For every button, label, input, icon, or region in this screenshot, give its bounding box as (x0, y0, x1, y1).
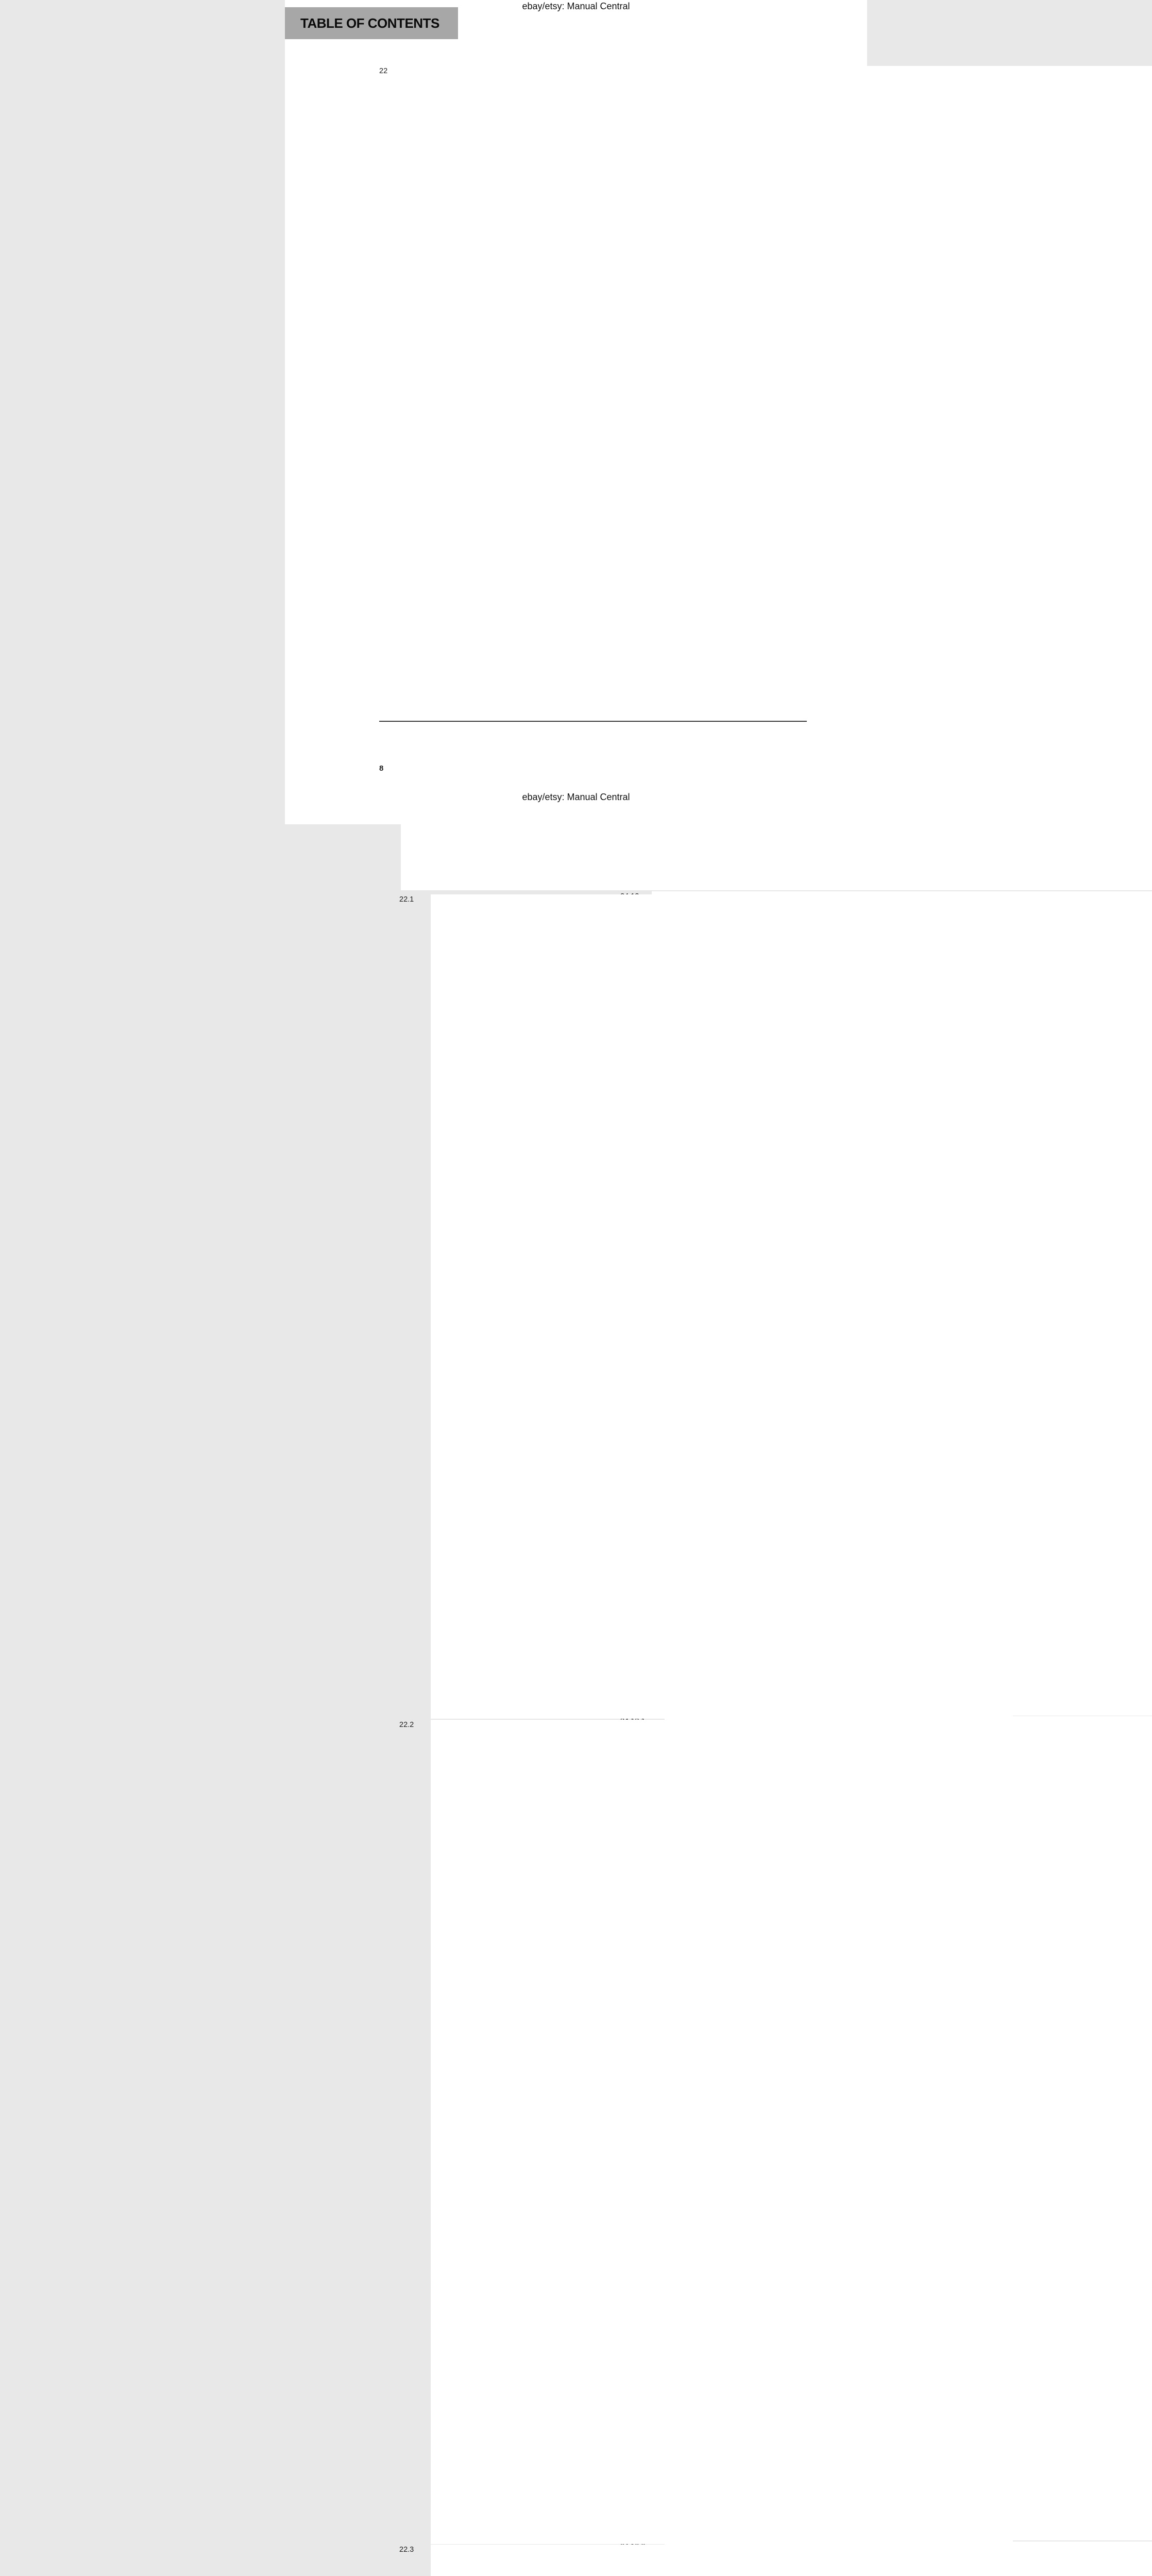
toc-entry (379, 894, 586, 1719)
toc-entry (379, 2545, 586, 2576)
table-of-contents (379, 66, 807, 2576)
header-site-label: ebay/etsy: Manual Central (285, 1, 867, 12)
toc-entry (379, 66, 586, 890)
toc-entry-page (665, 66, 1152, 890)
page-number: 8 (379, 764, 383, 773)
toc-entry-page (665, 1716, 1152, 2540)
document-page (285, 0, 867, 824)
toc-entry-number: 22.3 (399, 2545, 429, 2556)
toc-entry-page (665, 2541, 1152, 2576)
toc-entry-number: 22 (379, 66, 399, 77)
toc-entry-page (652, 891, 1152, 1716)
page-title-banner (285, 7, 458, 39)
toc-entry (379, 1720, 586, 2544)
page-title: TABLE OF CONTENTS (300, 15, 439, 31)
footer-site-label: ebay/etsy: Manual Central (285, 792, 867, 803)
footer-divider (379, 721, 807, 722)
toc-entry-number: 22.1 (399, 894, 429, 906)
toc-entry-number: 22.2 (399, 1720, 429, 1731)
toc-column-left (379, 66, 586, 2576)
